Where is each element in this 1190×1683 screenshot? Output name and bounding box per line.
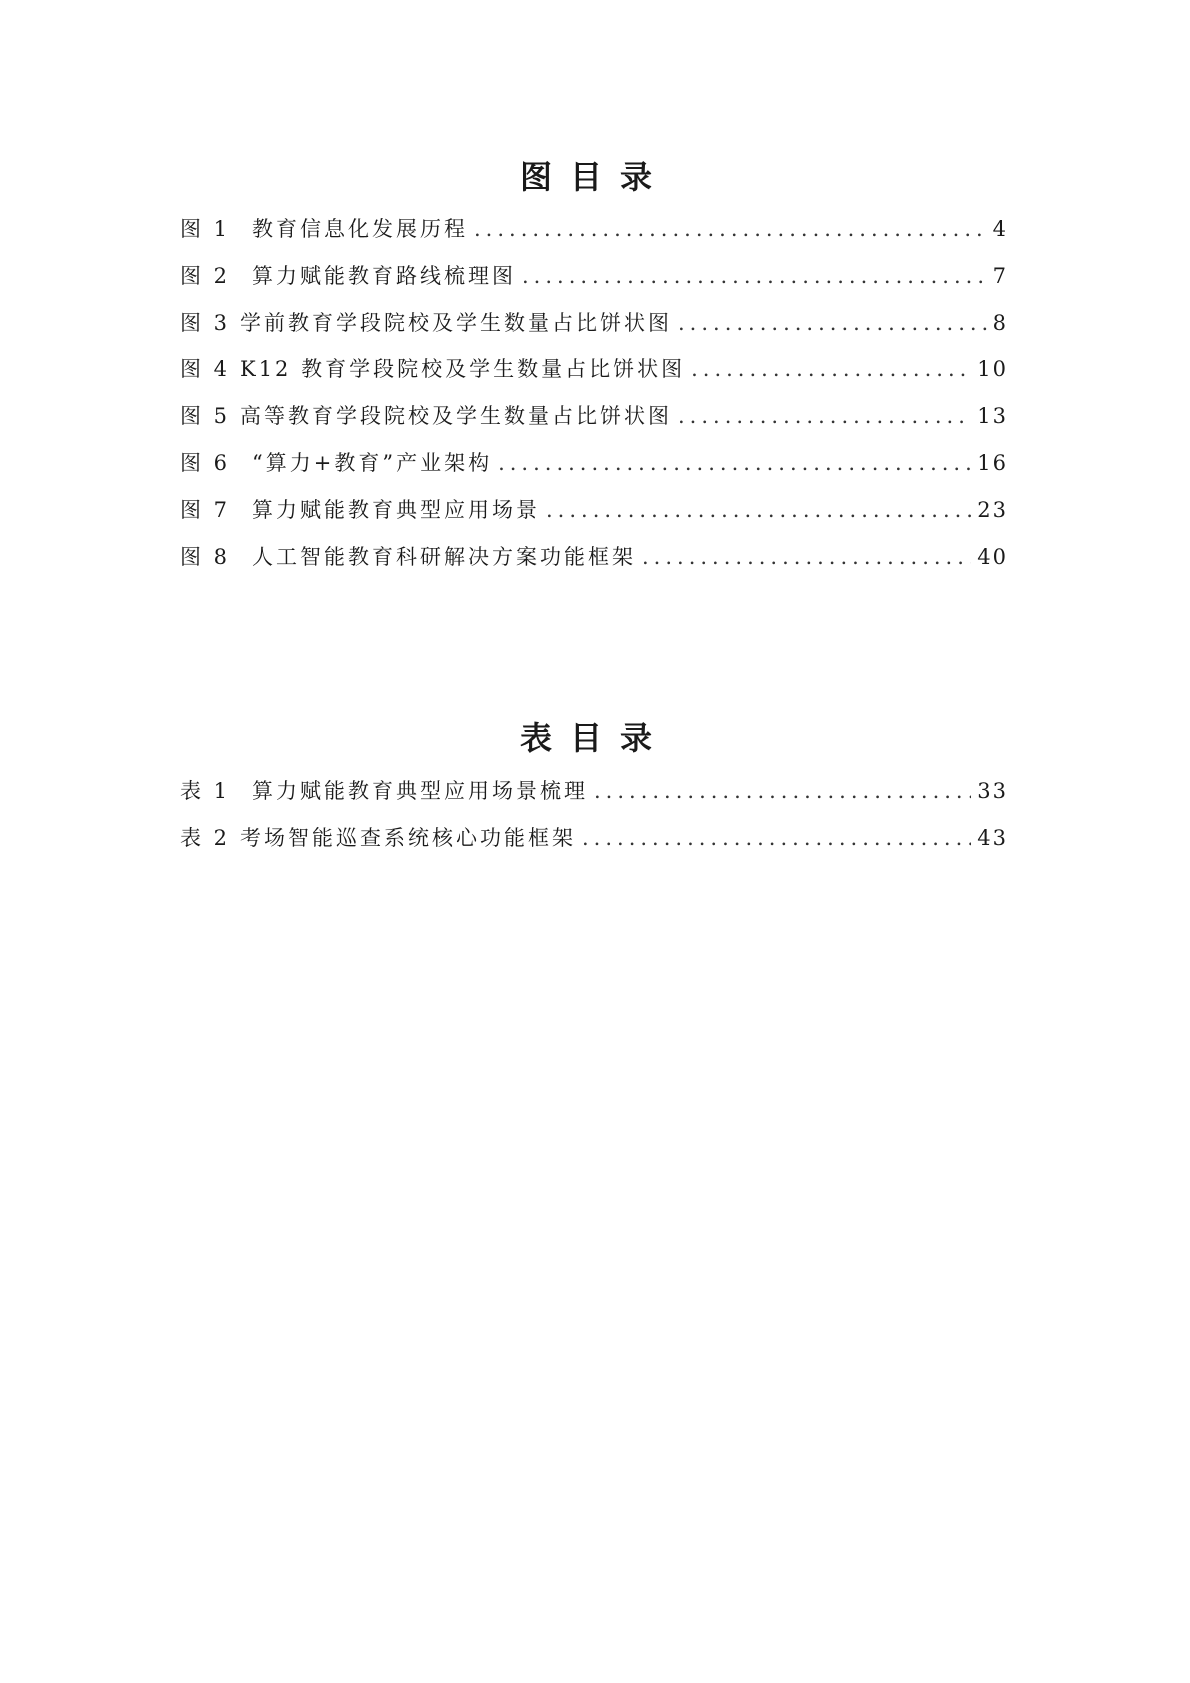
toc-entry-label: 表 1 — [180, 779, 231, 803]
toc-leader-dots — [582, 826, 971, 850]
toc-entry-label: 表 2 — [180, 825, 231, 850]
toc-leader-dots — [594, 779, 971, 803]
toc-entry-label: 图 6 — [180, 450, 231, 475]
toc-entry[interactable] — [180, 400, 1008, 447]
toc-leader-dots — [678, 311, 987, 335]
toc-leader-dots — [642, 545, 971, 569]
toc-entry-title: K12 教育学段院校及学生数量占比饼状图 — [240, 357, 686, 382]
toc-entry-page: 7 — [992, 263, 1008, 288]
toc-leader-dots — [546, 498, 971, 522]
toc-entry-page: 10 — [977, 357, 1008, 382]
toc-entry-label: 图 7 — [180, 497, 231, 522]
toc-leader-dots — [498, 451, 971, 475]
toc-entry-title: 算力赋能教育典型应用场景梳理 — [252, 779, 588, 803]
toc-entry-page: 4 — [992, 217, 1008, 241]
toc-entry-title: “算力+教育”产业架构 — [252, 450, 493, 475]
toc-entry-page: 13 — [977, 404, 1008, 429]
toc-entry-title: 考场智能巡查系统核心功能框架 — [240, 825, 576, 850]
toc-entry[interactable] — [180, 541, 1008, 588]
toc-entry-title: 算力赋能教育路线梳理图 — [252, 263, 516, 288]
toc-entry[interactable] — [180, 822, 1008, 869]
toc-entry-page: 40 — [977, 544, 1008, 569]
toc-entry[interactable] — [180, 775, 1008, 822]
toc-entry-label: 图 1 — [180, 217, 231, 241]
figure-toc-list — [180, 213, 1008, 587]
toc-entry-page: 16 — [977, 450, 1008, 475]
figure-toc-title: 图目录 — [519, 158, 670, 196]
toc-entry[interactable] — [180, 260, 1008, 307]
toc-entry-title: 算力赋能教育典型应用场景 — [252, 497, 540, 522]
toc-entry-title: 学前教育学段院校及学生数量占比饼状图 — [240, 310, 672, 335]
toc-leader-dots — [474, 217, 987, 241]
toc-entry-label: 图 2 — [180, 263, 231, 288]
toc-entry-page: 23 — [977, 497, 1008, 522]
toc-entry-title: 人工智能教育科研解决方案功能框架 — [252, 544, 636, 569]
table-toc-title: 表目录 — [519, 719, 670, 757]
toc-entry-page: 43 — [977, 825, 1008, 850]
toc-entry[interactable] — [180, 494, 1008, 541]
toc-entry-label: 图 8 — [180, 544, 231, 569]
toc-entry[interactable] — [180, 447, 1008, 494]
toc-entry[interactable] — [180, 307, 1008, 354]
toc-entry-page: 33 — [977, 779, 1008, 803]
toc-leader-dots — [522, 264, 987, 288]
toc-entry[interactable] — [180, 353, 1008, 400]
toc-entry-label: 图 4 — [180, 357, 231, 382]
toc-entry-title: 教育信息化发展历程 — [252, 217, 468, 241]
toc-entry-page: 8 — [992, 310, 1008, 335]
toc-leader-dots — [678, 404, 971, 428]
toc-leader-dots — [691, 357, 971, 381]
toc-entry-title: 高等教育学段院校及学生数量占比饼状图 — [240, 404, 672, 429]
toc-entry-label: 图 5 — [180, 404, 231, 429]
toc-entry[interactable] — [180, 213, 1008, 260]
table-toc-list — [180, 775, 1008, 869]
toc-entry-label: 图 3 — [180, 310, 231, 335]
